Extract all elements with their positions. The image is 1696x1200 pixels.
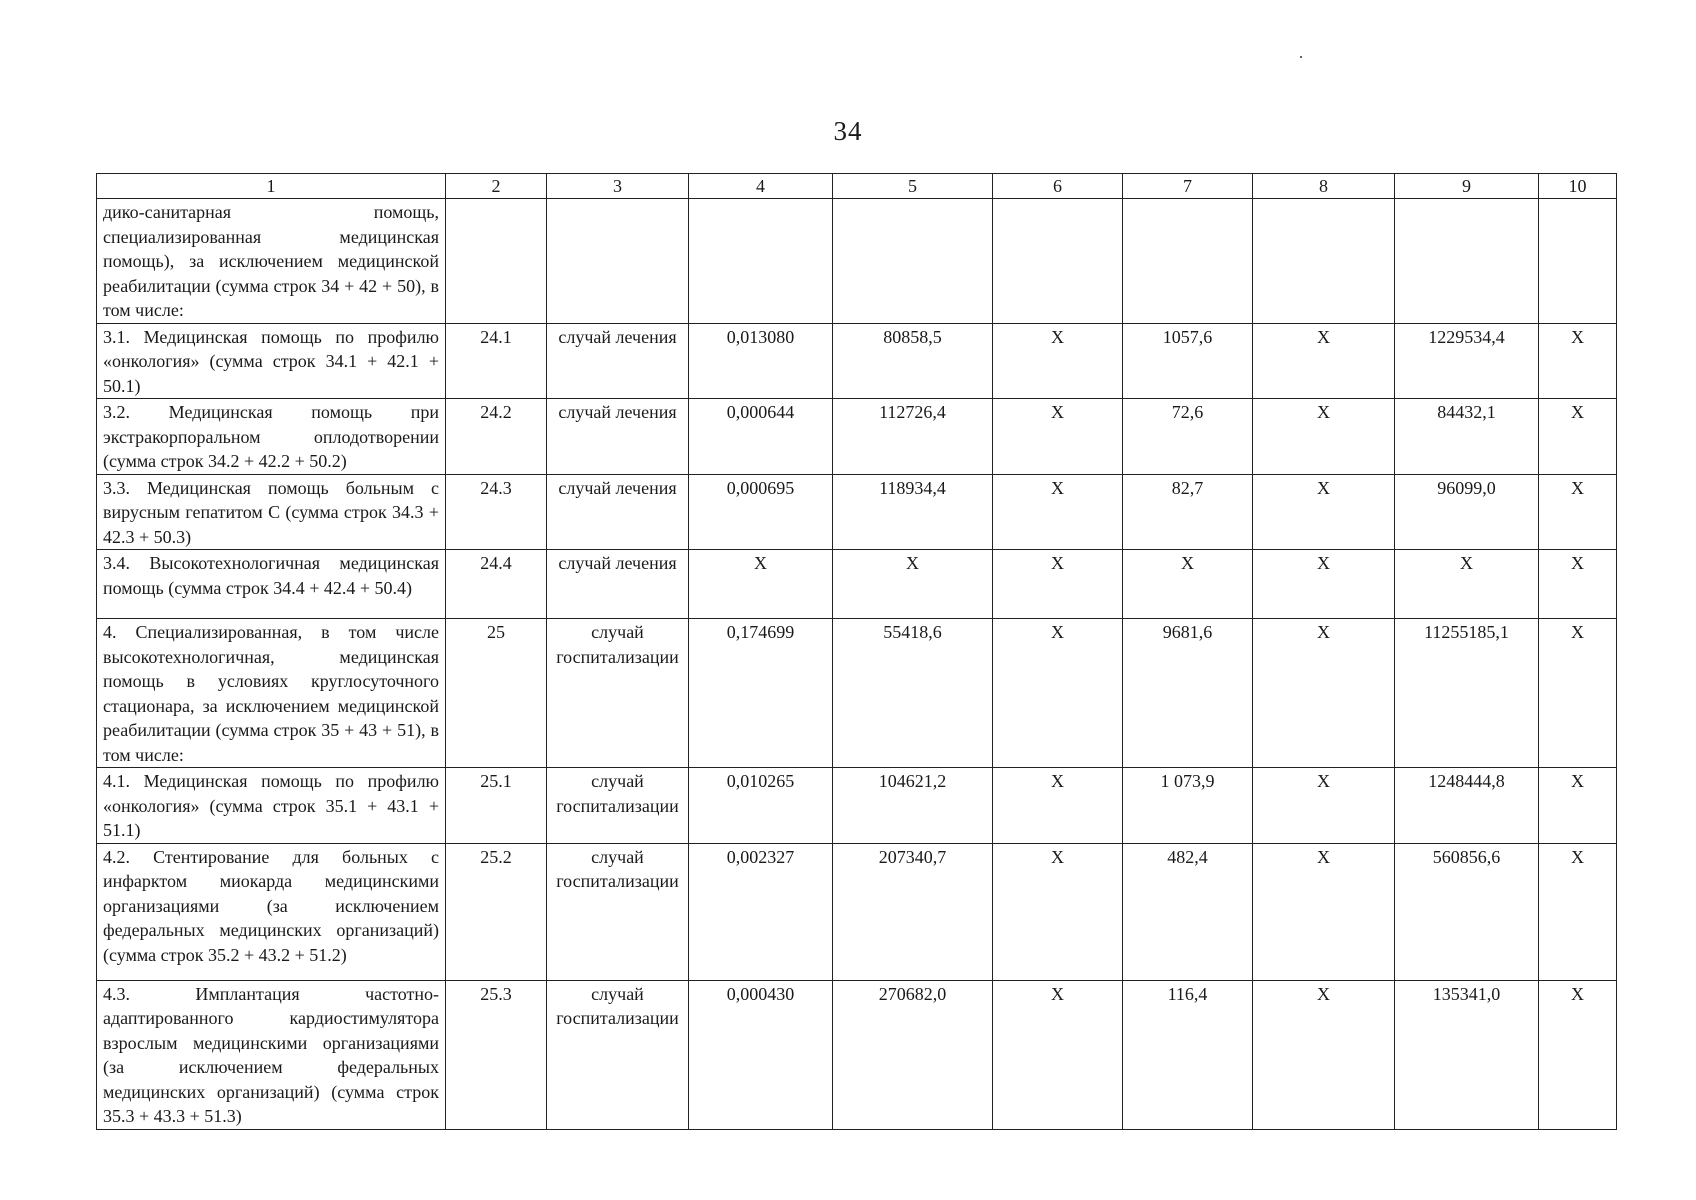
value-cell: 0,000430 [689,980,833,1129]
value-cell: 116,4 [1123,980,1253,1129]
value-cell: Х [993,980,1123,1129]
value-cell: 270682,0 [833,980,993,1129]
value-cell [1123,199,1253,324]
table-row [97,550,1617,619]
value-cell: Х [1539,399,1617,475]
value-cell: Х [1539,550,1617,619]
row-number: 24.3 [446,474,547,550]
value-cell: Х [1539,768,1617,844]
row-number: 24.1 [446,323,547,399]
value-cell: 82,7 [1123,474,1253,550]
value-cell: 207340,7 [833,843,993,980]
value-cell: 118934,4 [833,474,993,550]
table-row [97,199,1617,324]
value-cell: Х [1253,474,1395,550]
value-cell: 112726,4 [833,399,993,475]
row-description: дико-санитарная помощь, специализированная медицинская помощь), за исключением медицинской реабилитации (сумма строк 34 + 42 + 50), в том числе: [97,199,446,324]
table-row [97,474,1617,550]
value-cell: Х [993,843,1123,980]
value-cell: Х [689,550,833,619]
row-description: 4.1. Медицинская помощь по профилю «онкология» (сумма строк 35.1 + 43.1 + 51.1) [97,768,446,844]
unit-of-measure: случай госпитализации [547,768,689,844]
value-cell: 135341,0 [1395,980,1539,1129]
value-cell: Х [1253,550,1395,619]
unit-of-measure: случай лечения [547,474,689,550]
table-body [97,174,1617,1130]
value-cell [1395,199,1539,324]
row-description: 3.3. Медицинская помощь больным с вирусным гепатитом С (сумма строк 34.3 + 42.3 + 50.3) [97,474,446,550]
value-cell: Х [1539,323,1617,399]
column-number-header: 7 [1123,174,1253,199]
value-cell: 80858,5 [833,323,993,399]
value-cell: 0,174699 [689,619,833,768]
value-cell: Х [1253,323,1395,399]
column-number-header: 4 [689,174,833,199]
value-cell: 482,4 [1123,843,1253,980]
unit-of-measure [547,199,689,324]
value-cell: 72,6 [1123,399,1253,475]
column-number-header: 5 [833,174,993,199]
table-row [97,323,1617,399]
value-cell: 104621,2 [833,768,993,844]
value-cell: Х [1539,980,1617,1129]
table-row [97,619,1617,768]
row-number: 25.3 [446,980,547,1129]
row-description: 3.2. Медицинская помощь при экстракорпоральном оплодотворении (сумма строк 34.2 + 42.2 + 50.2) [97,399,446,475]
table-row [97,980,1617,1129]
row-description: 3.1. Медицинская помощь по профилю «онкология» (сумма строк 34.1 + 42.1 + 50.1) [97,323,446,399]
row-number: 24.2 [446,399,547,475]
value-cell: 11255185,1 [1395,619,1539,768]
report-table [96,173,1617,1130]
value-cell [689,199,833,324]
table-row [97,399,1617,475]
row-number: 25 [446,619,547,768]
value-cell: Х [1253,399,1395,475]
value-cell: 0,000695 [689,474,833,550]
value-cell: Х [833,550,993,619]
unit-of-measure: случай лечения [547,399,689,475]
table-row [97,843,1617,980]
row-number [446,199,547,324]
row-description: 4.3. Имплантация частотно-адаптированного кардиостимулятора взрослым медицинскими организациями (за исключением федеральных медицинских организаций) (сумма строк 35.3 + 43.3 + 51.3) [97,980,446,1129]
value-cell: Х [1395,550,1539,619]
value-cell: Х [993,323,1123,399]
value-cell: Х [1123,550,1253,619]
value-cell [1539,199,1617,324]
column-number-header: 1 [97,174,446,199]
column-number-header: 2 [446,174,547,199]
value-cell: Х [1539,619,1617,768]
value-cell: 1229534,4 [1395,323,1539,399]
value-cell [993,199,1123,324]
value-cell [833,199,993,324]
row-description: 4. Специализированная, в том числе высокотехнологичная, медицинская помощь в условиях круглосуточного стационара, за исключением медицинской реабилитации (сумма строк 35 + 43 + 51), в том числе: [97,619,446,768]
value-cell: Х [993,550,1123,619]
value-cell: 0,013080 [689,323,833,399]
row-number: 25.2 [446,843,547,980]
unit-of-measure: случай госпитализации [547,980,689,1129]
value-cell: Х [1253,619,1395,768]
value-cell: 560856,6 [1395,843,1539,980]
value-cell: Х [1539,474,1617,550]
table-row [97,768,1617,844]
value-cell [1253,199,1395,324]
row-description: 4.2. Стентирование для больных с инфарктом миокарда медицинскими организациями (за исключением федеральных медицинских организаций) (сумма строк 35.2 + 43.2 + 51.2) [97,843,446,980]
column-number-header: 6 [993,174,1123,199]
value-cell: 1248444,8 [1395,768,1539,844]
header-row [97,174,1617,199]
value-cell: 0,002327 [689,843,833,980]
column-number-header: 9 [1395,174,1539,199]
value-cell: Х [993,619,1123,768]
row-number: 24.4 [446,550,547,619]
unit-of-measure: случай лечения [547,550,689,619]
page-number: 34 [833,116,863,146]
value-cell: Х [1253,980,1395,1129]
scan-speck [1300,56,1302,58]
value-cell: Х [993,474,1123,550]
value-cell: Х [1253,768,1395,844]
unit-of-measure: случай госпитализации [547,843,689,980]
unit-of-measure: случай лечения [547,323,689,399]
column-number-header: 8 [1253,174,1395,199]
value-cell: 55418,6 [833,619,993,768]
unit-of-measure: случай госпитализации [547,619,689,768]
row-number: 25.1 [446,768,547,844]
value-cell: 9681,6 [1123,619,1253,768]
row-description: 3.4. Высокотехнологичная медицинская помощь (сумма строк 34.4 + 42.4 + 50.4) [97,550,446,619]
value-cell: Х [993,768,1123,844]
value-cell: 1 073,9 [1123,768,1253,844]
value-cell: 0,010265 [689,768,833,844]
column-number-header: 10 [1539,174,1617,199]
value-cell: Х [993,399,1123,475]
value-cell: Х [1253,843,1395,980]
column-number-header: 3 [547,174,689,199]
value-cell: Х [1539,843,1617,980]
value-cell: 1057,6 [1123,323,1253,399]
value-cell: 96099,0 [1395,474,1539,550]
value-cell: 84432,1 [1395,399,1539,475]
value-cell: 0,000644 [689,399,833,475]
